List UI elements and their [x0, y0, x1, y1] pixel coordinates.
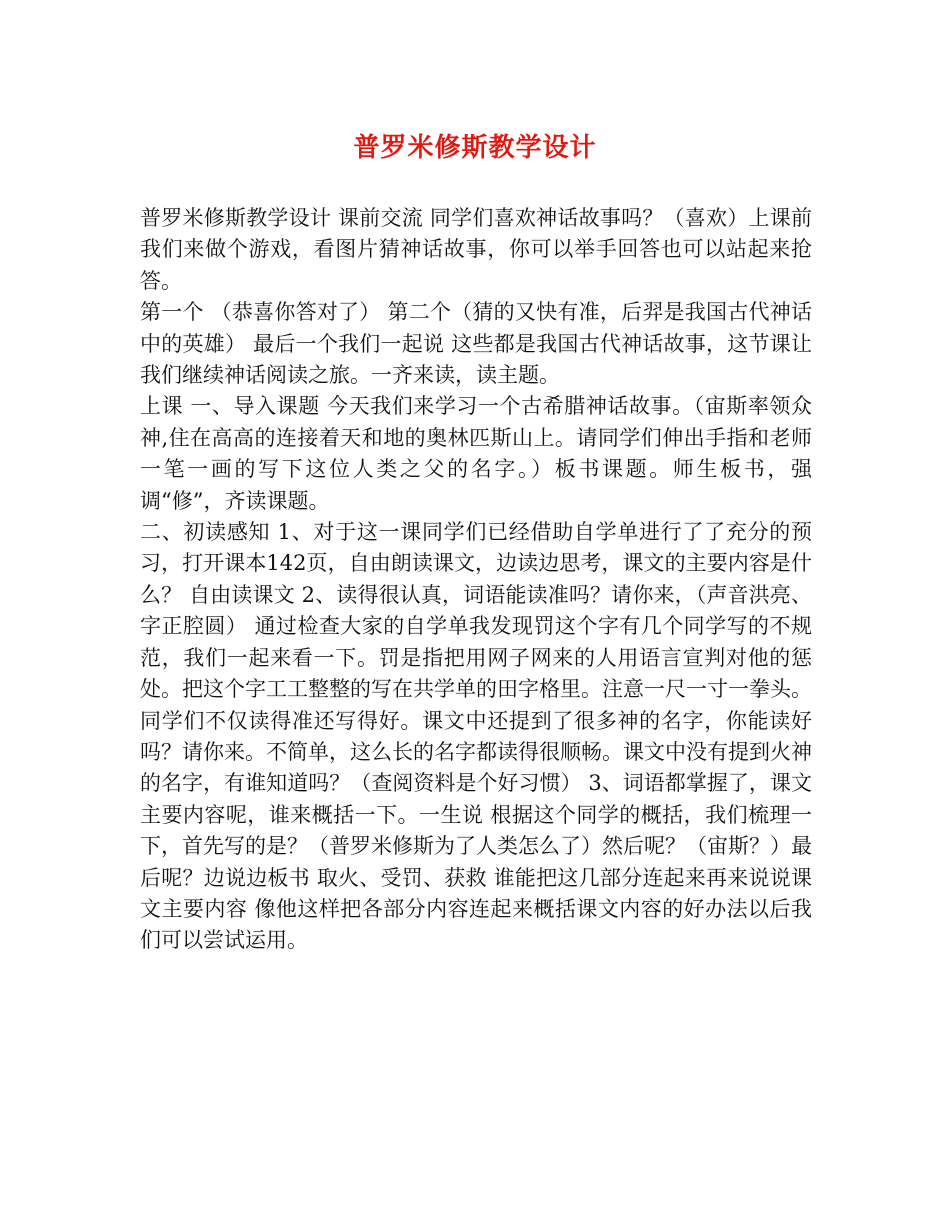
paragraph-game: 第一个 （恭喜你答对了） 第二个（猜的又快有准，后羿是我国古代神话中的英雄） 最后一个我们一起说 这些都是我国古代神话故事，这节课让我们继续神话阅读之旅。一齐来读，读主题。: [140, 300, 812, 388]
document-title: 普罗米修斯教学设计: [353, 133, 597, 163]
paragraph-lesson-intro: 上课 一、导入课题 今天我们来学习一个古希腊神话故事。（宙斯率领众神,住在高高的连接着天和地的奥林匹斯山上。请同学们伸出手指和老师一笔一画的写下这位人类之父的名字。）板书课题。师生板书，强调“修”，齐读课题。: [140, 394, 812, 513]
paragraph-first-reading: 二、初读感知 1、对于这一课同学们已经借助自学单进行了了充分的预习，打开课本142页，自由朗读课文，边读边思考，课文的主要内容是什么？ 自由读课文 2、读得很认真，词语能读准吗？请你来，（声音洪亮、字正腔圆） 通过检查大家的自学单我发现罚这个字有几个同学写的不规范，我们一起来看一下。罚是指把用网子网来的人用语言宣判对他的惩处。把这个字工工整整的写在共学单的田字格里。注意一尺一寸一拳头。: [140, 520, 812, 702]
paragraph-summary: 同学们不仅读得准还写得好。课文中还提到了很多神的名字，你能读好吗？请你来。不简单，这么长的名字都读得很顺畅。课文中没有提到火神的名字，有谁知道吗？（查阅资料是个好习惯） 3、词语都掌握了，课文主要内容呢，谁来概括一下。一生说 根据这个同学的概括，我们梳理一下，首先写的是？（普罗米修斯为了人类怎么了）然后呢？（宙斯？）最后呢？边说边板书 取火、受罚、获救 谁能把这几部分连起来再来说说课文主要内容 像他这样把各部分内容连起来概括课文内容的好办法以后我们可以尝试运用。: [140, 708, 812, 953]
document-body: [140, 203, 812, 957]
paragraph-intro: 普罗米修斯教学设计 课前交流 同学们喜欢神话故事吗？（喜欢）上课前我们来做个游戏，看图片猜神话故事，你可以举手回答也可以站起来抢答。: [140, 206, 812, 293]
